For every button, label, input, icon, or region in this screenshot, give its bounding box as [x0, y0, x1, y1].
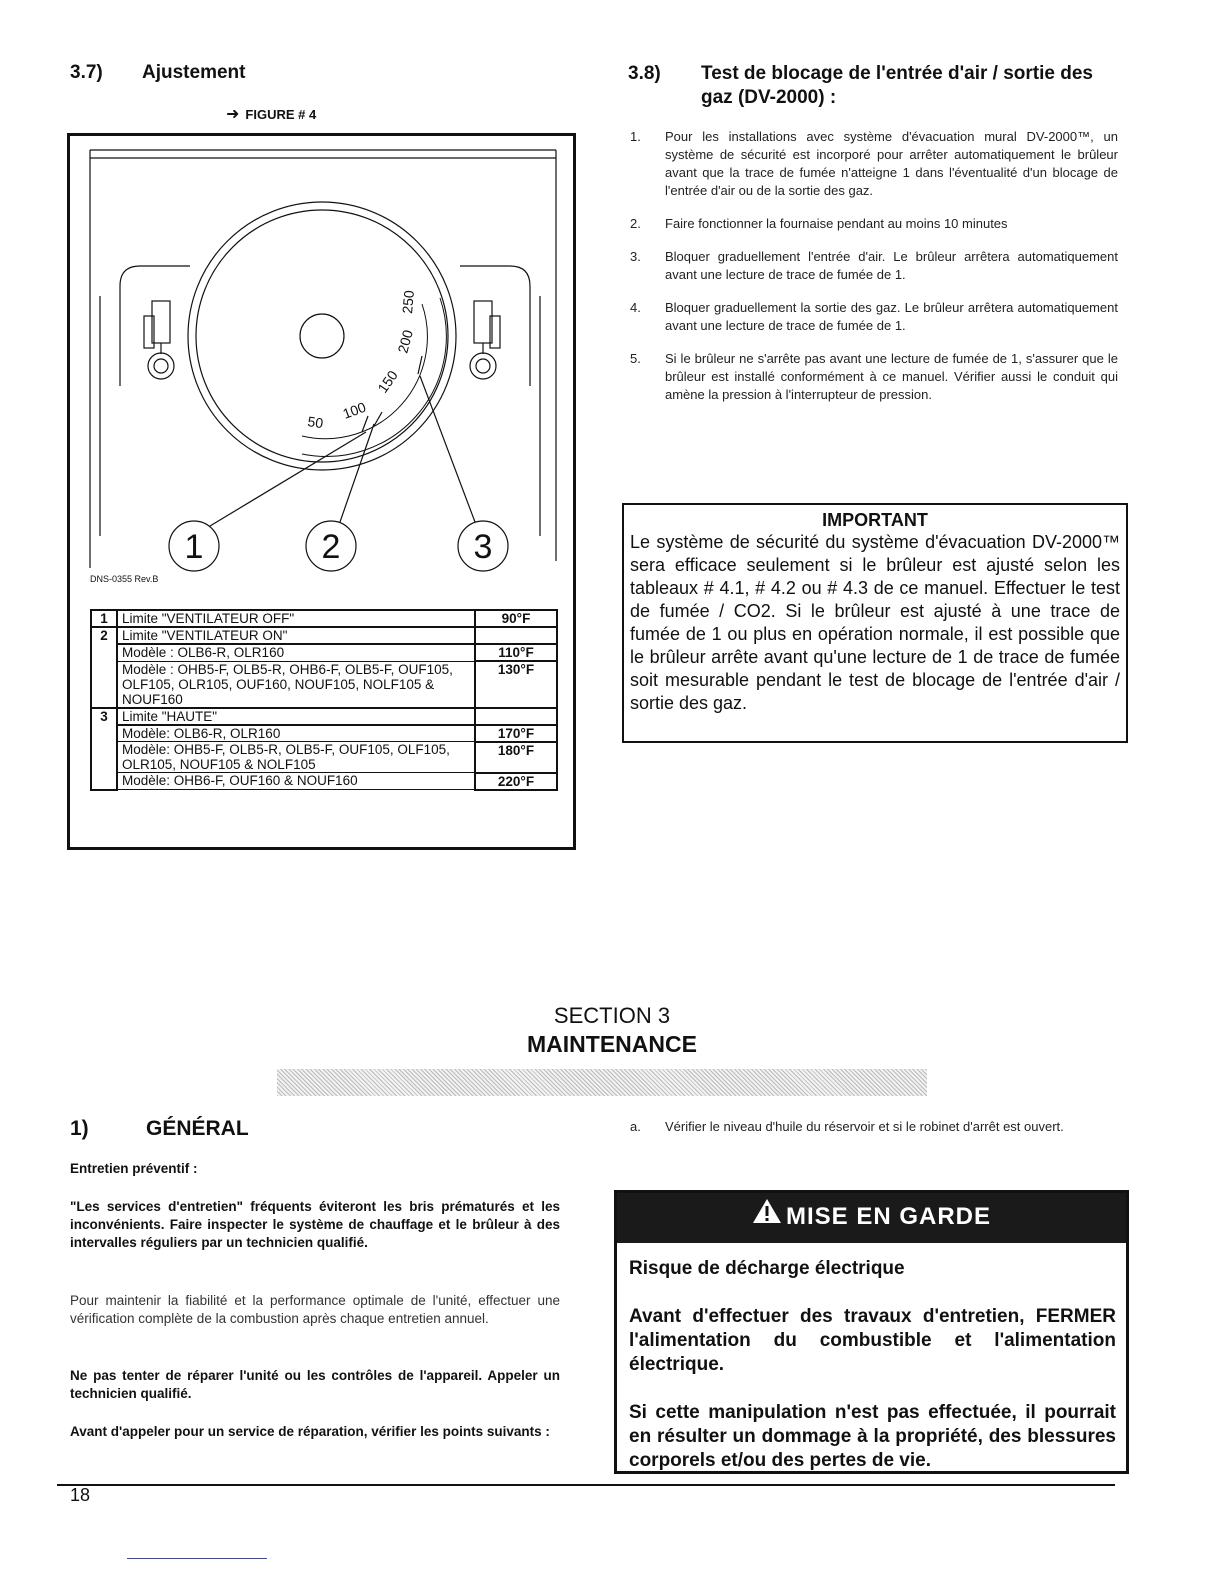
limit-control-diagram [70, 136, 573, 576]
section-number: 3.8) [628, 63, 661, 84]
general-paragraph-2: Pour maintenir la fiabilité et la performance optimale de l'unité, effectuer une vérification complète de la combustion après chaque entretien annuel. [70, 1293, 560, 1326]
row-description: Modèle: OHB5-F, OLB5-R, OLB5-F, OUF105, OLF105, OLR105, NOUF105 & NOLF105 [117, 742, 475, 773]
list-item [628, 350, 1118, 404]
table-row [91, 661, 557, 708]
row-number: 3 [91, 708, 117, 790]
dial-label: 150 [374, 367, 401, 396]
bottom-accent-line [127, 1558, 267, 1559]
check-step-a [628, 1118, 1098, 1136]
list-item [628, 215, 1118, 233]
section-label: SECTION 3 [553, 1003, 671, 1028]
row-value: 90°F [475, 610, 557, 627]
section-title: Ajustement [142, 62, 246, 83]
step-text: Pour les installations avec système d'évacuation mural DV-2000™, un système de sécurité est incorporé pour arrêter automatiquement le brûleur avant que la trace de fumée n'atteigne 1 dans l'éventualité d'un blocage de l'entrée d'air ou de la sortie des gaz. [665, 129, 1118, 198]
step-number: 5. [630, 351, 641, 366]
row-value: 180°F [475, 742, 557, 773]
row-value: 170°F [475, 725, 557, 742]
row-value: 110°F [475, 644, 557, 661]
step-text: Vérifier le niveau d'huile du réservoir et si le robinet d'arrêt est ouvert. [665, 1119, 1064, 1134]
warning-line-1: Risque de décharge électrique [629, 1258, 905, 1279]
table-row [91, 644, 557, 661]
table-row [91, 773, 557, 790]
list-item [628, 299, 1118, 335]
test-steps-list [628, 128, 1118, 419]
warning-triangle-icon [752, 1193, 782, 1241]
general-subtitle: Entretien préventif : [70, 1161, 198, 1176]
dial-label: 250 [399, 289, 418, 315]
row-value [475, 708, 557, 725]
general-paragraph-3: Ne pas tenter de réparer l'unité ou les contrôles de l'appareil. Appeler un technicien qualifié. [70, 1368, 560, 1401]
step-text: Faire fonctionner la fournaise pendant au moins 10 minutes [665, 216, 1008, 231]
figure-reference-label: FIGURE # 4 [245, 107, 317, 122]
general-paragraph-1: "Les services d'entretien" fréquents éviteront les bris prématurés et les inconvénients. Faire inspecter le système de chauffage et le brûleur à des intervalles réguliers par un technicien qualifié. [70, 1199, 560, 1250]
general-paragraph-4: Avant d'appeler pour un service de réparation, vérifier les points suivants : [70, 1424, 550, 1439]
row-description: Modèle : OLB6-R, OLR160 [117, 644, 475, 661]
step-text: Bloquer graduellement la sortie des gaz. Le brûleur arrêtera automatiquement avant une lecture de trace de fumée de 1. [665, 300, 1118, 333]
warning-banner-text: MISE EN GARDE [785, 1203, 992, 1230]
table-row [91, 708, 557, 725]
figure-reference [226, 104, 316, 124]
important-box [622, 503, 1128, 743]
hatched-divider [277, 1069, 927, 1096]
section-number: 3.7) [70, 62, 103, 83]
warning-line-2: Avant d'effectuer des travaux d'entretien, FERMER l'alimentation du combustible et l'alimentation électrique. [629, 1306, 1116, 1375]
section-title-maintenance: MAINTENANCE [527, 1031, 697, 1057]
step-text: Bloquer graduellement l'entrée d'air. Le brûleur arrêtera automatiquement avant une lecture de trace de fumée de 1. [665, 249, 1118, 282]
step-number: 1. [630, 129, 641, 144]
table-row [91, 627, 557, 644]
table-row [91, 742, 557, 773]
general-number: 1) [70, 1117, 89, 1140]
step-number: 4. [630, 300, 641, 315]
callout-2: 2 [321, 528, 341, 566]
drawing-code: DNS-0355 Rev.B [90, 574, 159, 584]
important-title: IMPORTANT [822, 510, 928, 530]
row-description: Modèle: OHB6-F, OUF160 & NOUF160 [117, 773, 475, 790]
callout-3: 3 [473, 528, 493, 566]
general-title: GÉNÉRAL [146, 1117, 249, 1140]
row-value: 130°F [475, 661, 557, 708]
dial-label: 100 [340, 398, 368, 422]
row-number: 2 [91, 627, 117, 708]
row-value [475, 627, 557, 644]
page-number: 18 [70, 1485, 91, 1505]
step-text: Si le brûleur ne s'arrête pas avant une lecture de fumée de 1, s'assurer que le brûleur est installé conformément à ce manuel. Vérifier aussi le conduit qui amène la pression à l'interrupteur de pression. [665, 351, 1118, 402]
step-number: 3. [630, 249, 641, 264]
footer-rule [57, 1484, 1115, 1486]
limits-table [90, 609, 558, 791]
dial-label: 200 [394, 328, 416, 355]
row-number: 1 [91, 610, 117, 627]
table-row [91, 610, 557, 627]
row-description: Limite "VENTILATEUR ON" [117, 627, 475, 644]
warning-banner [617, 1193, 1126, 1243]
arrow-right-icon: ➜ [226, 106, 240, 123]
callout-1: 1 [184, 528, 204, 566]
figure-box [67, 133, 576, 850]
general-heading [70, 1117, 249, 1141]
section-title: Test de blocage de l'entrée d'air / sortie des gaz (DV-2000) : [701, 63, 1093, 108]
step-number: a. [630, 1119, 641, 1134]
warning-line-3: Si cette manipulation n'est pas effectuée, il pourrait en résulter un dommage à la propriété, des blessures corporels et/ou des pertes de vie. [629, 1402, 1116, 1471]
important-body: Le système de sécurité du système d'évacuation DV-2000™ sera efficace seulement si le brûleur est ajusté selon les tableaux # 4.1, # 4.2 ou # 4.3 de ce manuel. Effectuer le test de fumée / CO2. Si le brûleur est ajusté à une trace de fumée de 1 ou plus en opération normale, il est possible que le brûleur arrête avant qu'une lecture de 1 de trace de fumée soit mesurable pendant le test de blocage de l'entrée d'air / sortie des gaz. [630, 532, 1120, 713]
dial-label: 50 [306, 413, 325, 432]
list-item [628, 128, 1118, 200]
row-description: Limite "HAUTE" [117, 708, 475, 725]
table-row [91, 725, 557, 742]
step-number: 2. [630, 216, 641, 231]
row-description: Modèle : OHB5-F, OLB5-R, OHB6-F, OLB5-F, OUF105, OLF105, OLR105, OUF160, NOUF105, NOLF105 & NOUF160 [117, 661, 475, 708]
section-heading-ajustement [70, 62, 245, 84]
list-item [628, 248, 1118, 284]
row-description: Limite "VENTILATEUR OFF" [117, 610, 475, 627]
warning-box [614, 1190, 1129, 1474]
row-description: Modèle: OLB6-R, OLR160 [117, 725, 475, 742]
row-value: 220°F [475, 773, 557, 790]
section-heading-test-blocage [628, 62, 1128, 110]
